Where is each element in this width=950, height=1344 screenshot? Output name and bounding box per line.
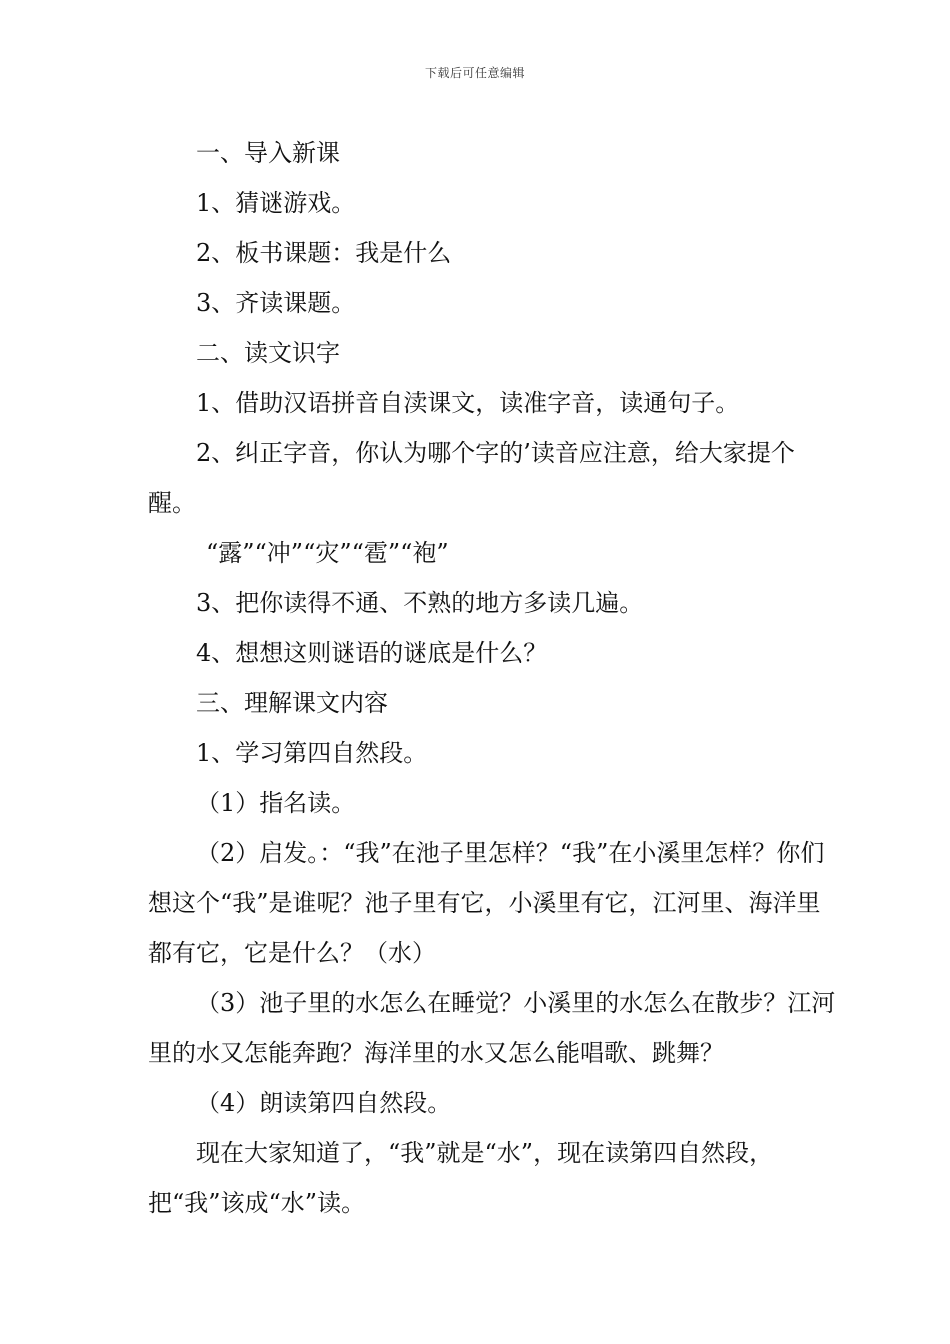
section-heading-reading: 二、读文识字 bbox=[196, 339, 340, 367]
character-list: “露”“冲”“灾”“雹”“袍” bbox=[206, 539, 449, 567]
sub-list-item: （3）池子里的水怎么在睡觉？小溪里的水怎么在散步？江河里的水又怎能奔跑？海洋里的水又怎么能唱歌、跳舞？ bbox=[148, 989, 836, 1067]
list-item: 1、猜谜游戏。 bbox=[196, 189, 356, 217]
section-heading-intro: 一、导入新课 bbox=[196, 139, 340, 167]
sub-list-item: （2）启发。：“我”在池子里怎样？“我”在小溪里怎样？你们想这个“我”是谁呢？池子里有它，小溪里有它，江河里、海洋里都有它，它是什么？（水） bbox=[148, 839, 825, 967]
sub-list-item: （1）指名读。 bbox=[196, 789, 356, 817]
list-item: 2、板书课题：我是什么 bbox=[196, 239, 452, 267]
list-item: 4、想想这则谜语的谜底是什么？ bbox=[196, 639, 548, 667]
list-item: 1、学习第四自然段。 bbox=[196, 739, 428, 767]
list-item: 3、齐读课题。 bbox=[196, 289, 356, 317]
list-item: 2、纠正字音，你认为哪个字的’读音应注意，给大家提个醒。 bbox=[148, 439, 795, 517]
page-header-note: 下载后可任意编辑 bbox=[424, 66, 525, 80]
list-item: 1、借助汉语拼音自渎课文，读准字音，读通句子。 bbox=[196, 389, 740, 417]
section-heading-understanding: 三、理解课文内容 bbox=[196, 689, 388, 717]
sub-list-item: （4）朗读第四自然段。 bbox=[196, 1089, 452, 1117]
document-body bbox=[148, 128, 838, 1228]
body-paragraph: 现在大家知道了，“我”就是“水”，现在读第四自然段，把“我”该成“水”读。 bbox=[148, 1139, 774, 1217]
list-item: 3、把你读得不通、不熟的地方多读几遍。 bbox=[196, 589, 644, 617]
